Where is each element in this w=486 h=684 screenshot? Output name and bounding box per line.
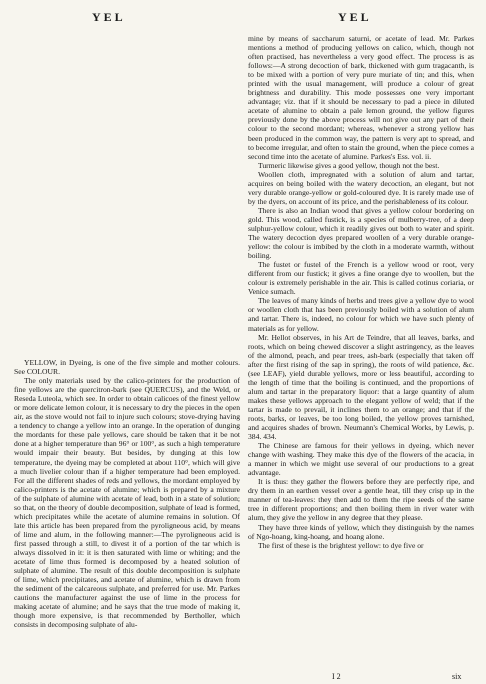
catchword: six	[452, 672, 462, 681]
left-column	[14, 358, 240, 678]
paragraph: It is thus: they gather the flowers before they are perfectly ripe, and dry them in an earthen vessel over a gentle heat, till they crisp up in the manner of tea-leaves: they then add to them the ripe seeds of the same tree in different proportions; and then boiling them in river water with alum, they give the yellow in any degree that they please.	[248, 477, 474, 523]
right-column	[248, 34, 474, 668]
paragraph: mine by means of saccharum saturni, or acetate of lead. Mr. Parkes mentions a method of producing yellows on calico, which, though not often practised, has nevertheless a very good effect. The process is as follows:—A strong decoction of bark, thickened with gum tragacanth, is to be mixed with a portion of very pure muriate of tin; and this, when printed with the usual management, will produce a colour of great brightness and durability. This mode possesses one very important advantage; viz. that if it should be necessary to pad a piece in diluted acetate of alumine to obtain a pale lemon ground, the yellow figures previously done by the above process will not give out any part of their colour to the second mordant; whereas, whenever a strong yellow has been produced in the common way, the pattern is very apt to spread, and to become irregular, and often to stain the ground, when the piece comes a second time into the acetate of alumine. Parkes's Ess. vol. ii.	[248, 34, 474, 161]
paragraph: The leaves of many kinds of herbs and trees give a yellow dye to wool or woollen cloth that has been previously boiled with a solution of alum and tartar. There is, indeed, no colour for which we have such plenty of materials as for yellow.	[248, 296, 474, 333]
header-right: YEL	[338, 10, 372, 24]
paragraph: YELLOW, in Dyeing, is one of the five simple and mother colours. See COLOUR.	[14, 358, 240, 377]
paragraph: The fustet or fustel of the French is a yellow wood or root, very different from our fustick; it gives a fine orange dye to woollen, but the colour is extremely perishable in the air. This is called cotinus coriaria, or Venice sumach.	[248, 260, 474, 297]
paragraph: Mr. Hellot observes, in his Art de Teindre, that all leaves, barks, and roots, which on being chewed discover a slight astringency, as the leaves of the almond, peach, and pear trees, ash-bark (especially that taken off after the first rising of the sap in spring), the roots of wild patience, &c. (see LEAF), yield durable yellows, more or less beautiful, according to the length of time that the boiling is continued, and the proportions of alum and tartar in the preparatory liquor: that a large quantity of alum makes these yellows approach to the elegant yellow of weld; that if the tartar is made to prevail, it inclines them to an orange; and that if the roots, barks, or leaves, be too long boiled, the yellow proves tarnished, and acquires shades of brown. Neumann's Chemical Works, by Lewis, p. 384. 434.	[248, 332, 474, 442]
paragraph: The only materials used by the calico-printers for the production of fine yellows are the quercitron-bark (see QUERCUS), and the Weld, or Reseda Luteola, which see. In order to obtain calicoes of the finest yellow or more delicate lemon colour, it is necessary to dry the pieces in the open air, as the stove would not fail to injure such colours; stove-drying having a tendency to change a yellow into an orange. In the operation of dunging the mordants for these pale yellows, care should be taken that it be not done at a higher temperature than 96° or 100°, as such a high temperature would impair their beauty. But besides, by dunging at this low temperature, the dyeing may be completed at about 110°, which will give a much livelier colour than if a higher temperature had been employed. For all the different shades of reds and yellows, the mordant employed by calico-printers is the acetate of alumine; which is prepared by a mixture of the sulphate of alumine with acetate of lead, both in a state of solution; so that, on the theory of double decomposition, sulphate of lead is formed, which precipitates while the acetate of alumine remains in solution. Of late this article has been prepared from the pyroligneous acid, by means of lime and alum, in the following manner:—The pyroligneous acid is first passed through a still, to divest it of a portion of the tar which is always dissolved in it: it is then saturated with lime or whiting; and the acetate of lime thus formed is decomposed by a heated solution of sulphate of alumine. The result of this double decomposition is sulphate of lime, which precipitates, and acetate of alumine, which is drawn from the sediment of the calcareous sulphate, and preferred for use. Mr. Parkes cautions the manufacturer against the use of lime in the process for making acetate of alumine; and he says that the true mode of making it, though more expensive, is that recommended by Bertholler, which consists in decomposing sulphate of alu-	[14, 376, 240, 630]
paragraph: The first of these is the brightest yellow: to dye five or	[258, 540, 424, 550]
paragraph: There is also an Indian wood that gives a yellow colour bordering on gold. This wood, called fustick, is a species of mulberry-tree, of a deep sulphur-yellow colour, which it readily gives out both to water and spirit. The watery decoction dyes prepared woollen of a very durable orange-yellow: the colour is imbibed by the cloth in a moderate warmth, without boiling.	[248, 205, 474, 261]
paragraph: Woollen cloth, impregnated with a solution of alum and tartar, acquires on being boiled with the watery decoction, an elegant, but not very durable orange-yellow or gold-coloured dye. It is rarely made use of by the dyers, on account of its price, and the perishableness of its colour.	[248, 169, 474, 206]
paragraph: The Chinese are famous for their yellows in dyeing, which never change with washing. They make this dye of the flowers of the acacia, in a manner in which we might use several of our productions to a great advantage.	[248, 441, 474, 478]
paragraph: They have three kinds of yellow, which they distinguish by the names of Ngo-hoang, king-hoang, and hoang alone.	[248, 522, 474, 541]
signature-mark: I 2	[332, 672, 341, 681]
header-left: YEL	[92, 10, 126, 24]
running-header	[0, 10, 486, 30]
paragraph: Turmeric likewise gives a good yellow, though not the best.	[258, 160, 440, 170]
